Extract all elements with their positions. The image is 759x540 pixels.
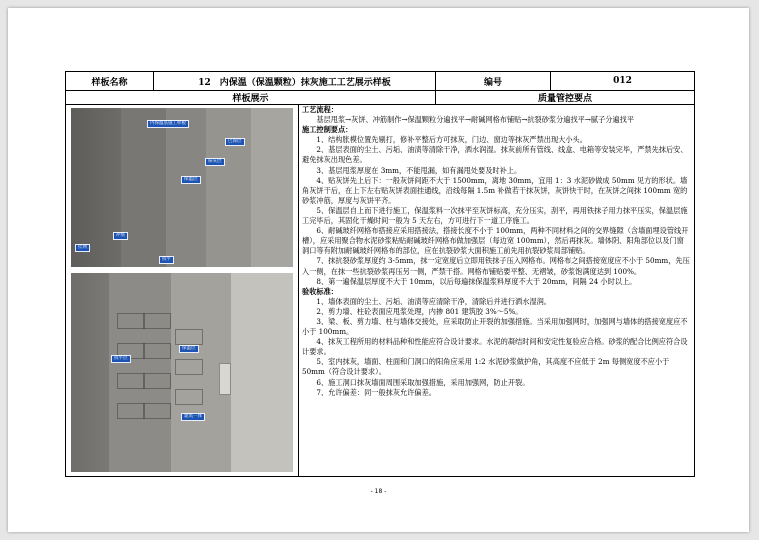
document-page	[8, 8, 749, 532]
process-text: 基层甩浆→灰饼、冲筋制作→保温颗粒分遍找平→耐碱网格布铺贴→抗裂砂浆分遍找平→腻子分遍找平	[316, 115, 635, 125]
control-heading: 施工控制要点：	[302, 125, 353, 135]
photo-label-3: 抹灰层	[205, 158, 225, 166]
control-item-6: 6、耐碱玻纤网格布搭接应采用搭接法，搭接长度不小于 100mm，两种不同材料之间的交界缝隙（含墙面埋设管线开槽），应采用聚合物水泥砂浆粘贴耐碱玻纤网格布做加强层（每边宽 100mm），然后再抹灰。墙体阴、阳角部位以及门窗洞口等有附加耐碱玻纤网格布的部位，应在抗裂砂浆大面积施工前先用抗裂砂浆局部铺贴。	[302, 226, 689, 256]
control-item-7: 7、抹抗裂砂浆厚度约 3-5mm，抹一定宽度后立即用铁抹子压入网格布。网格布之间搭接宽度应不小于 50mm，先压入一侧，在抹一些抗裂砂浆再压另一侧，严禁干搭。网格布铺贴要平整、无褶皱，砂浆饱满度达到 100%。	[302, 256, 690, 276]
photo-label-5: 冲筋	[113, 232, 128, 240]
sample-photo-bottom	[71, 273, 293, 472]
control-item-1: 1、结构胀模位置先剔打，修补平整后方可抹灰，门边、窗边等抹灰严禁出现大小头。	[316, 135, 587, 145]
subheader-quality: 质量管控要点	[436, 91, 695, 105]
label-number: 编号	[436, 72, 551, 91]
content-frame	[65, 104, 695, 477]
photo-label-7: 找平	[159, 256, 174, 264]
sample-photo-top	[71, 108, 293, 267]
photo-label-10: 建筑一体	[181, 413, 205, 421]
subheader-display: 样板展示	[66, 91, 436, 105]
acceptance-item-5: 5、室内抹灰，墙面、柱面和门洞口的阳角应采用 1:2 水泥砂浆做护角，其高度不应低于 2m 每侧宽度不应小于 50mm（符合设计要求）。	[302, 357, 670, 377]
sample-number: 012	[551, 72, 695, 91]
quality-control-text	[302, 105, 690, 475]
sample-sheet-table	[65, 71, 695, 105]
page-number: - 18 -	[370, 488, 387, 495]
acceptance-item-6: 6、施工洞口抹灰墙面周围采取加强措施，采用加强网，防止开裂。	[316, 377, 530, 387]
acceptance-item-7: 7、允许偏差：同一般抹灰允许偏差。	[316, 387, 436, 397]
acceptance-item-2: 2、剪力墙、柱砼表面应甩浆处理，内掺 801 建筑胶 3%～5%。	[316, 306, 523, 316]
control-item-2: 2、基层表面的尘土、污垢、油渍等清除干净，洒水润湿。抹灰前所有管线、线盒、电箱等安装完毕，严禁先抹后安、避免抹灰出现色差。	[302, 145, 688, 165]
photo-label-1: 内保温基施工样板	[147, 120, 189, 128]
photo-label-9: 保温层	[179, 345, 199, 353]
photo-label-2: 巴保层	[225, 138, 245, 146]
control-item-4: 4、贴灰饼先上后下：一般灰饼间距不大于 1500mm，离地 30mm，宜用 1：3 水泥砂做成 50mm 见方的形状。墙角灰饼干后，在上下左右贴灰饼表面挂通线，沿线每隔 1.5m 补做若干抹灰饼，灰饼快干时，在灰饼之间抹 100mm 宽的砂浆冲筋，厚度与灰饼平齐。	[302, 175, 688, 205]
acceptance-heading: 验收标准：	[302, 286, 338, 296]
photo-label-4: 保温层	[181, 176, 201, 184]
acceptance-item-3: 3、梁、板、剪力墙、柱与墙体交接处，应采取防止开裂的加强措施。当采用加强网时，加强网与墙体的搭接宽度应不小于 100mm。	[302, 316, 688, 337]
photo-label-6: 挂网	[75, 244, 90, 252]
photo-label-8: 找平层	[111, 355, 131, 363]
header-row	[66, 72, 695, 91]
control-item-3: 3、基层甩浆厚度在 3mm，不能甩漏，如有漏甩处要及时补上。	[316, 165, 522, 175]
control-item-5: 5、保温层自上而下进行施工，保温浆料一次抹平至灰饼标高，充分压实，刮平，再用铁抹子用力抹平压实，保温层施工完毕后，其固化干燥时间一般为 5 天左右，方可进行下一道工序施工。	[302, 205, 688, 226]
process-heading: 工艺流程：	[302, 105, 338, 114]
acceptance-item-4: 4、抹灰工程所用的材料品种和性能应符合设计要求。水泥的凝结时间和安定性复验应合格。砂浆的配合比例应符合设计要求。	[302, 337, 688, 357]
control-item-8: 8、第一遍保温层厚度不大于 10mm，以后每遍抹保温浆料厚度不大于 20mm，间隔 24 小时以上。	[316, 276, 637, 286]
subheader-row	[66, 91, 695, 105]
sample-title: 12 内保温（保温颗粒）抹灰施工工艺展示样板	[154, 72, 436, 91]
label-sample-name: 样板名称	[66, 72, 154, 91]
photo-column	[66, 104, 299, 476]
acceptance-item-1: 1、墙体表面的尘土、污垢、油渍等应清除干净，清除后并进行洒水湿润。	[316, 296, 551, 306]
